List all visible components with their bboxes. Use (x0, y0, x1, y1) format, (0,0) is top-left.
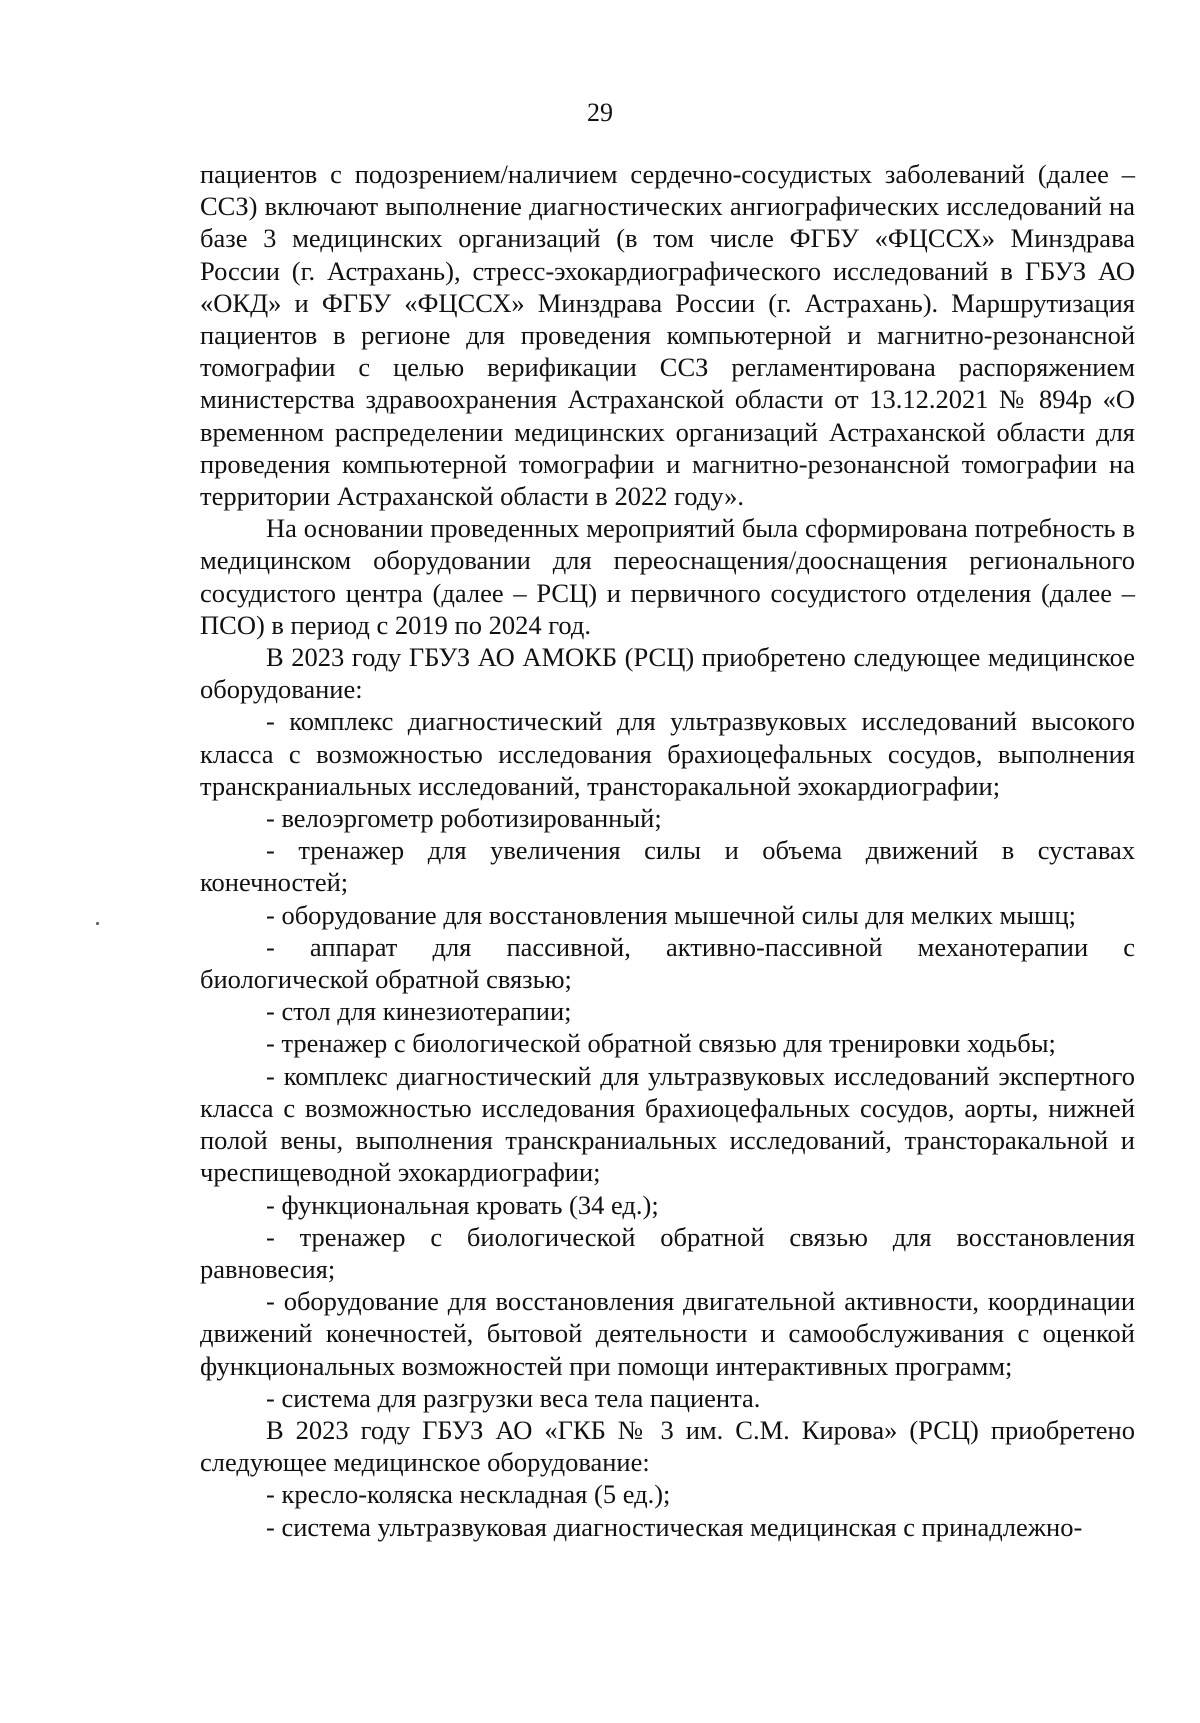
list-item: - оборудование для восстановления двигательной активности, координации движений конечностей, бытовой деятельности и самообслуживания с оценкой функциональных возможностей при помощи интерактивных программ; (200, 1286, 1135, 1381)
paragraph-gkb3-heading: В 2023 году ГБУЗ АО «ГКБ № 3 им. С.М. Кирова» (РСЦ) приобретено следующее медицинское оборудование: (200, 1414, 1135, 1478)
list-item: - стол для кинезиотерапии; (266, 996, 572, 1027)
list-item: - система для разгрузки веса тела пациента. (266, 1382, 761, 1413)
list-item: - тренажер для увеличения силы и объема движений в суставах конечностей; (200, 835, 1135, 898)
list-item: - оборудование для восстановления мышечной силы для мелких мышц; (266, 899, 1077, 930)
scan-speck (96, 922, 99, 925)
list-item: - аппарат для пассивной, активно-пассивной механотерапии с биологической обратной связью; (200, 931, 1135, 995)
list-item: - функциональная кровать (34 ед.); (266, 1189, 659, 1220)
paragraph-amokb-heading: В 2023 году ГБУЗ АО АМОКБ (РСЦ) приобретено следующее медицинское оборудование: (200, 642, 1135, 705)
paragraph-intro: пациентов с подозрением/наличием сердечно-сосудистых заболеваний (далее – ССЗ) включают выполнение диагностических ангиографических исследований на базе 3 медицинских организаций (в том числе ФГБУ «ФЦССХ» Минздрава России (г. Астрахань), стресс-эхокардиографического исследований в ГБУЗ АО «ОКД» и ФГБУ «ФЦССХ» Минздрава России (г. Астрахань). Маршрутизация пациентов в регионе для проведения компьютерной и магнитно-резонансной томографии с целью верификации ССЗ регламентирована распоряжением министерства здравоохранения Астраханской области от 13.12.2021 № 894р «О временном распределении медицинских организаций Астраханской области для проведения компьютерной томографии и магнитно-резонансной томографии на территории Астраханской области в 2022 году». (200, 159, 1135, 512)
list-item: - тренажер с биологической обратной связью для восстановления равновесия; (200, 1221, 1135, 1284)
page-number: 29 (587, 98, 613, 127)
list-item: - комплекс диагностический для ультразвуковых исследований экспертного класса с возможностью исследования брахиоцефальных сосудов, аорты, нижней полой вены, выполнения транскраниальных исследований, трансторакальной и чреспищеводной эхокардиографии; (200, 1060, 1135, 1188)
list-item: - система ультразвуковая диагностическая медицинская с принадлежно- (266, 1511, 1083, 1542)
list-item: - тренажер с биологической обратной связью для тренировки ходьбы; (266, 1028, 1056, 1059)
paragraph-needs: На основании проведенных мероприятий была сформирована потребность в медицинском оборудовании для переоснащения/дооснащения регионального сосудистого центра (далее – РСЦ) и первичного сосудистого отделения (далее – ПСО) в период с 2019 по 2024 год. (200, 513, 1135, 640)
list-item: - велоэргометр роботизированный; (266, 803, 662, 834)
list-item: - комплекс диагностический для ультразвуковых исследований высокого класса с возможностью исследования брахиоцефальных сосудов, выполнения транскраниальных исследований, трансторакальной эхокардиографии; (200, 706, 1135, 801)
document-body (200, 158, 1135, 1543)
list-item: - кресло-коляска нескладная (5 ед.); (266, 1479, 671, 1510)
